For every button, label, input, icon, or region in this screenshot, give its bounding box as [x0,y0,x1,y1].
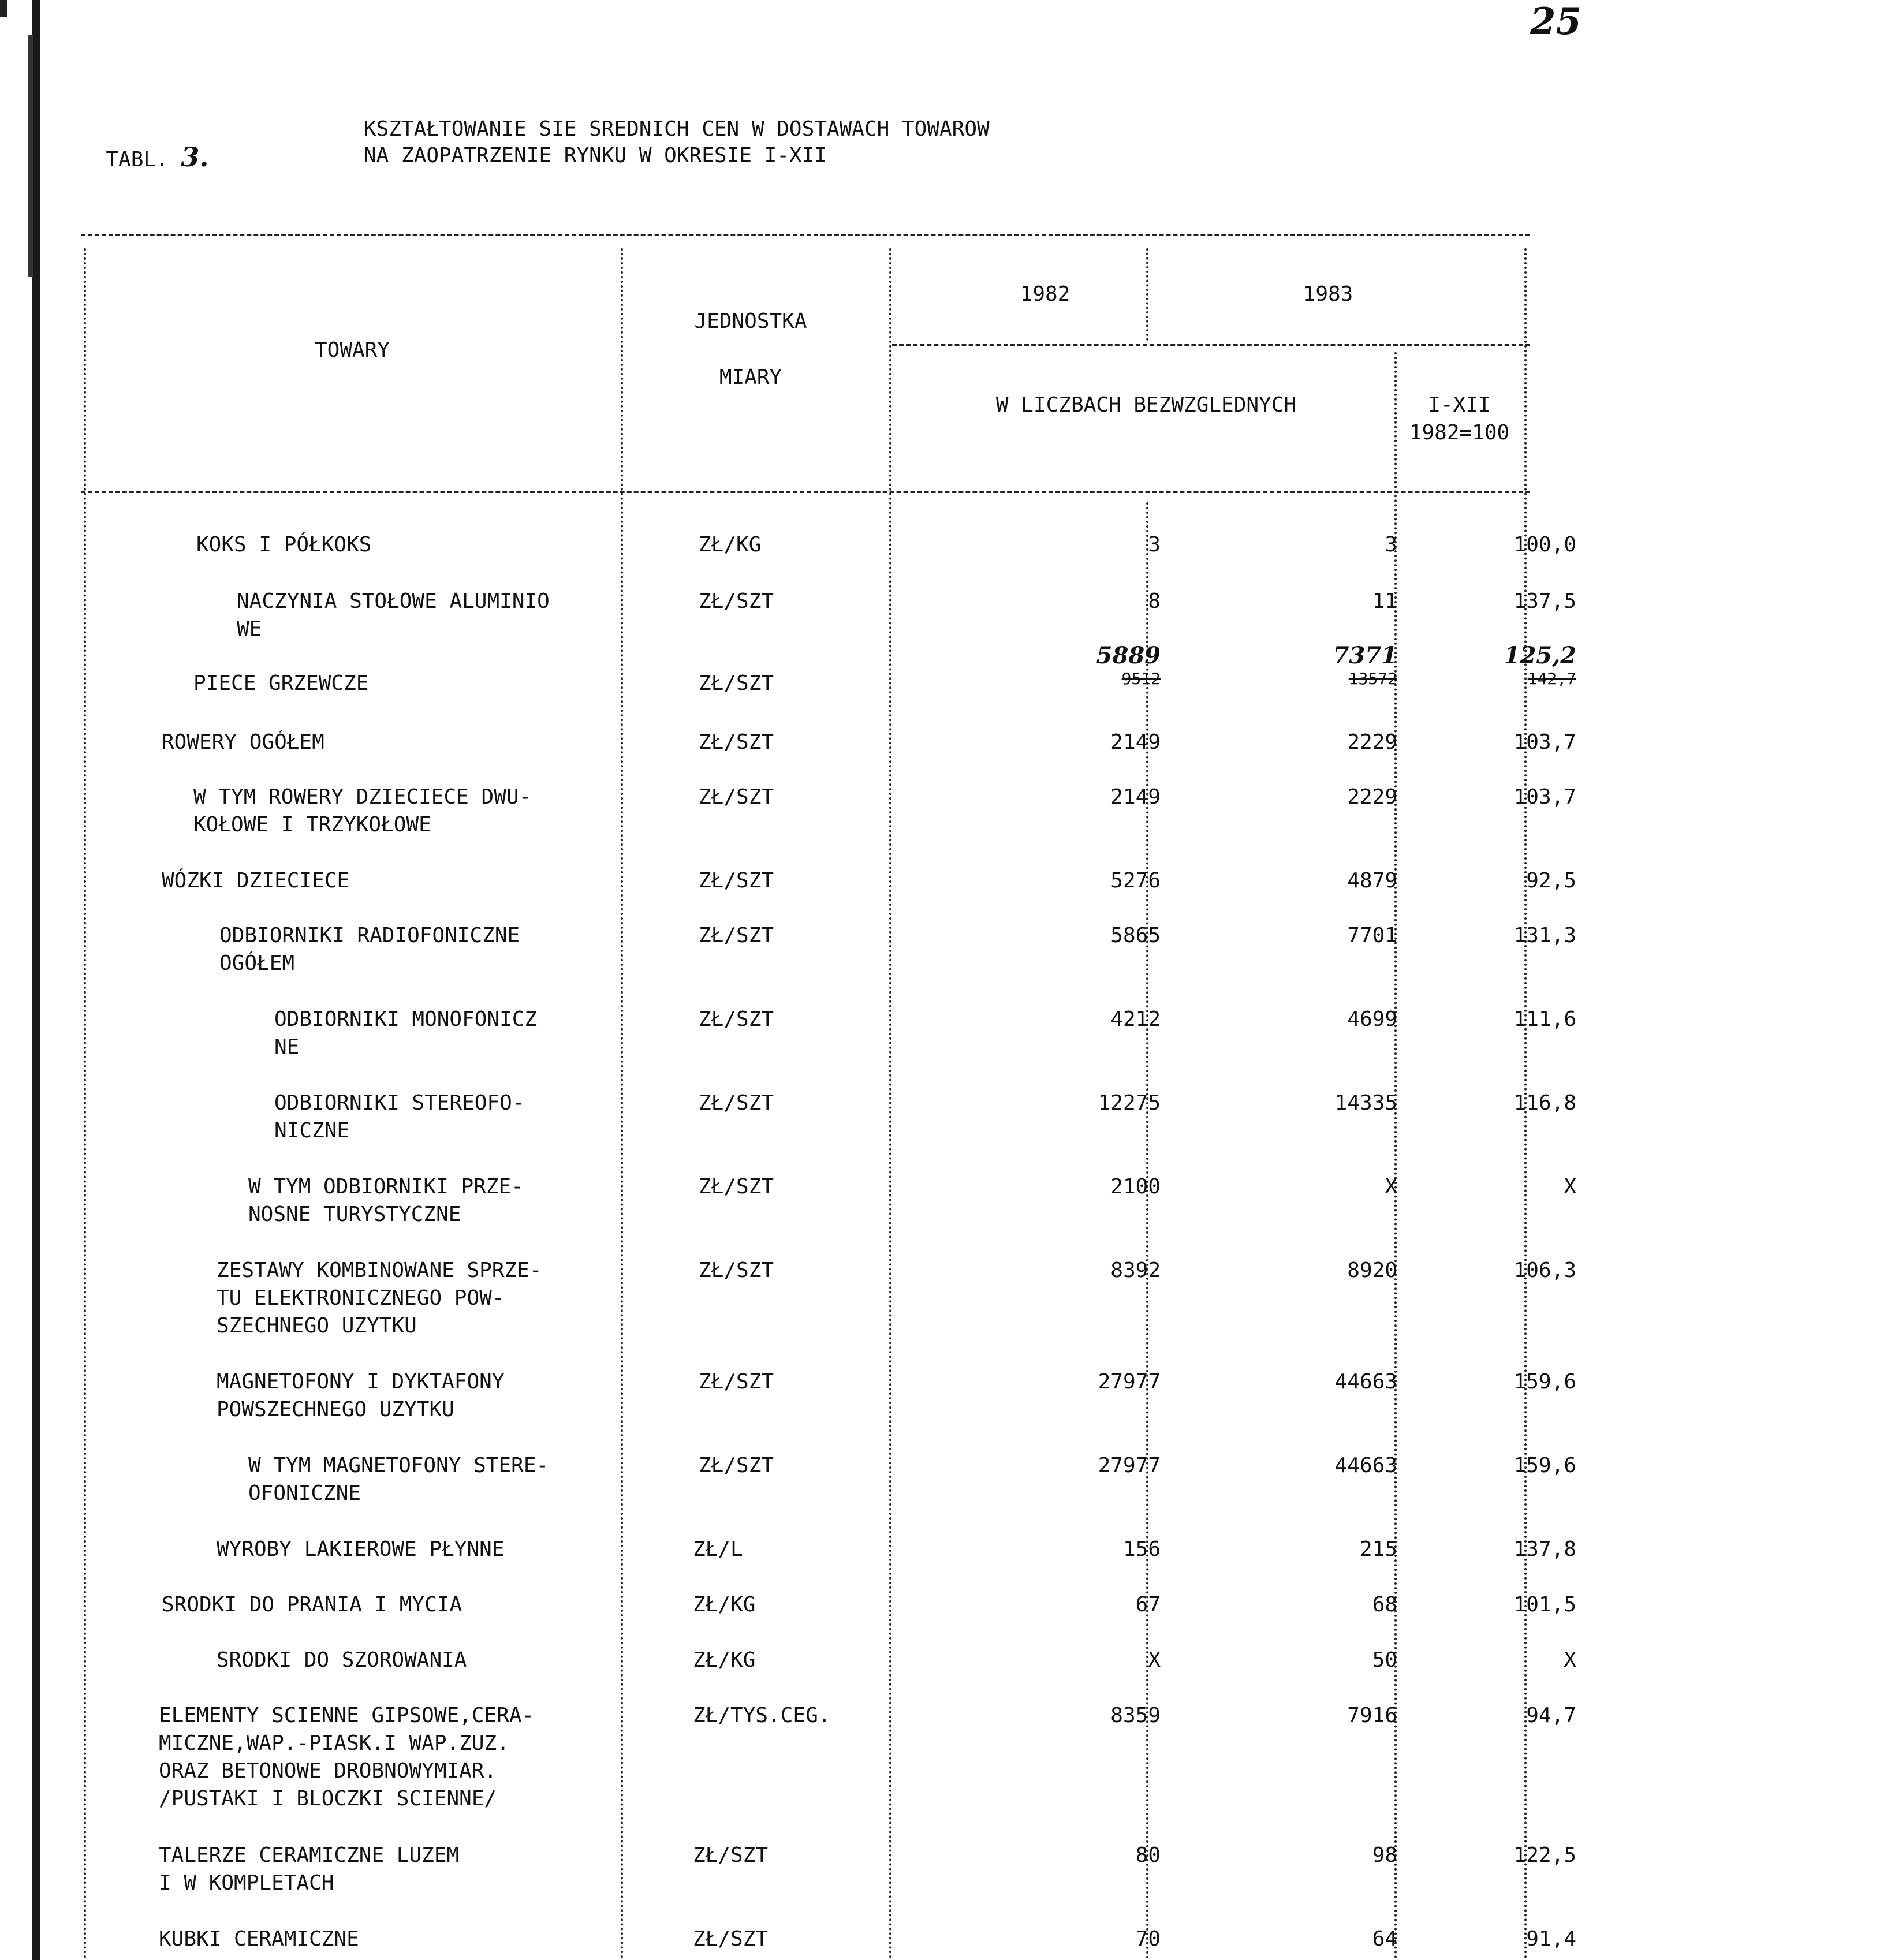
row-name: NACZYNIA STOŁOWE ALUMINIO WE [237,589,550,641]
header-jednostka: JEDNOSTKA [694,309,807,333]
handwritten-value: 5889 [1096,642,1161,669]
row-value-1983: 68 [1372,1593,1397,1616]
row-value-1982: 2100 [1110,1175,1161,1199]
row-index: 92,5 [1526,869,1576,893]
row-unit: ZŁ/SZT [699,785,774,809]
row-unit: ZŁ/SZT [699,1091,774,1115]
row-value-1982: 156 [1122,1537,1161,1561]
row-index: 111,6 [1513,1007,1576,1031]
header-year-1982: 1982 [1020,282,1070,306]
row-name: SRODKI DO SZOROWANIA [217,1648,467,1672]
header-miary: MIARY [719,365,782,389]
row-name: KUBKI CERAMICZNE [159,1927,359,1951]
row-value-1982: 27977 [1098,1454,1161,1477]
row-value-1983: 44663 [1334,1454,1397,1477]
table-label: TABL. 3. [106,141,209,173]
row-value-1983: X [1385,1175,1397,1199]
row-index: 159,6 [1513,1370,1576,1394]
top-rule [81,234,1530,236]
row-name: KOKS I PÓŁKOKS [196,533,372,557]
row-unit: ZŁ/KG [699,533,762,557]
title-line-2: NA ZAOPATRZENIE RYNKU W OKRESIE I-XII [364,144,827,167]
row-index: 137,8 [1513,1537,1576,1561]
row-unit: ZŁ/SZT [699,589,774,613]
col-sep-unit [889,248,891,1960]
row-unit: ZŁ/SZT [699,1259,774,1282]
row-index [1461,642,1576,687]
col-sep-years-header [1146,248,1148,341]
row-index: 91,4 [1526,1927,1576,1951]
row-name: ROWERY OGÓŁEM [162,730,324,754]
row-index: 100,0 [1513,533,1576,557]
row-value-1982: 8359 [1110,1704,1161,1727]
row-value-1982 [982,642,1161,687]
row-value-1983 [1230,642,1397,687]
row-unit: ZŁ/SZT [699,924,774,947]
row-index: X [1564,1648,1576,1672]
row-unit: ZŁ/KG [693,1648,756,1672]
row-index: X [1564,1175,1576,1199]
row-value-1983: 44663 [1334,1370,1397,1394]
row-unit: ZŁ/KG [693,1593,756,1616]
row-name: W TYM ODBIORNIKI PRZE- NOSNE TURYSTYCZNE [248,1175,524,1226]
row-value-1982: 2149 [1110,785,1161,809]
row-index: 101,5 [1513,1593,1576,1616]
row-value-1983: 2229 [1347,730,1397,754]
row-unit: ZŁ/SZT [693,1927,769,1951]
row-name: WÓZKI DZIECIECE [162,869,350,893]
struck-value: 9512 [1121,669,1161,688]
row-index: 137,5 [1513,589,1576,613]
row-value-1982: 3 [1148,533,1161,557]
row-value-1982: 8392 [1110,1259,1161,1282]
row-value-1983: 8920 [1347,1259,1397,1282]
row-value-1982: 12275 [1098,1091,1161,1115]
row-unit: ZŁ/SZT [699,1370,774,1394]
row-value-1983: 64 [1372,1927,1397,1951]
row-value-1983: 3 [1385,533,1397,557]
row-value-1982: 70 [1135,1927,1161,1951]
row-unit: ZŁ/SZT [699,671,774,695]
row-value-1982: 4212 [1110,1007,1161,1031]
row-index: 106,3 [1513,1259,1576,1282]
row-name: ZESTAWY KOMBINOWANE SPRZE- TU ELEKTRONICZNEGO POW- SZECHNEGO UZYTKU [217,1259,542,1338]
row-value-1982: 5865 [1110,924,1161,947]
row-index: 103,7 [1513,785,1576,809]
row-value-1983: 7701 [1347,924,1397,947]
row-value-1983: 4879 [1347,869,1397,893]
header-index-base: 1982=100 [1409,421,1510,445]
row-value-1983: 2229 [1347,785,1397,809]
row-name: W TYM MAGNETOFONY STERE- OFONICZNE [248,1454,549,1505]
scan-edge-artifact [0,0,46,1960]
row-value-1983: 11 [1372,589,1397,613]
row-index: 103,7 [1513,730,1576,754]
table-title [81,115,990,229]
handwritten-value: 7371 [1333,642,1397,669]
row-name: ODBIORNIKI MONOFONICZ NE [274,1007,538,1059]
row-index: 94,7 [1526,1704,1576,1727]
struck-value: 142,7 [1527,669,1576,688]
header-year-rule [892,344,1530,346]
struck-value: 13572 [1348,669,1397,688]
row-unit: ZŁ/SZT [693,1843,769,1867]
row-unit: ZŁ/SZT [699,1175,774,1199]
row-value-1982: 27977 [1098,1370,1161,1394]
row-value-1983: 7916 [1347,1704,1397,1727]
row-name: TALERZE CERAMICZNE LUZEM I W KOMPLETACH [159,1843,460,1895]
row-index: 159,6 [1513,1454,1576,1477]
row-unit: ZŁ/SZT [699,730,774,754]
row-unit: ZŁ/SZT [699,1007,774,1031]
page-number: 25 [1530,0,1582,43]
row-index: 131,3 [1513,924,1576,947]
row-unit: ZŁ/SZT [699,869,774,893]
col-sep-left [84,248,86,1960]
row-value-1983: 14335 [1334,1091,1397,1115]
row-value-1982: 67 [1135,1593,1161,1616]
row-value-1983: 50 [1372,1648,1397,1672]
row-value-1983: 4699 [1347,1007,1397,1031]
row-value-1982: 80 [1135,1843,1161,1867]
row-value-1982: X [1148,1648,1161,1672]
title-line-1: KSZTAŁTOWANIE SIE SREDNICH CEN W DOSTAWACH TOWAROW [364,117,990,141]
row-name: PIECE GRZEWCZE [193,671,369,695]
row-value-1982: 2149 [1110,730,1161,754]
row-value-1982: 5276 [1110,869,1161,893]
row-unit: ZŁ/L [693,1537,743,1561]
row-name: ODBIORNIKI STEREOFO- NICZNE [274,1091,525,1143]
row-name: MAGNETOFONY I DYKTAFONY POWSZECHNEGO UZYTKU [217,1370,505,1421]
header-bottom-rule [81,491,1530,493]
row-value-1983: 98 [1372,1843,1397,1867]
row-name: SRODKI DO PRANIA I MYCIA [162,1593,462,1616]
handwritten-value: 125,2 [1504,642,1576,669]
header-absolute-values: W LICZBACH BEZWZGLEDNYCH [995,393,1297,417]
row-name: WYROBY LAKIEROWE PŁYNNE [217,1537,505,1561]
header-year-1983: 1983 [1303,282,1353,306]
row-name: ELEMENTY SCIENNE GIPSOWE,CERA- MICZNE,WAP.-PIASK.I WAP.ZUZ. ORAZ BETONOWE DROBNOWYMIAR. /PUSTAKI I BLOCZKI SCIENNE/ [159,1704,535,1810]
row-name: W TYM ROWERY DZIECIECE DWU- KOŁOWE I TRZYKOŁOWE [193,785,532,837]
header-towary: TOWARY [314,338,390,362]
header-index-period: I-XII [1428,393,1491,417]
row-value-1982: 8 [1148,589,1161,613]
row-name: ODBIORNIKI RADIOFONICZNE OGÓŁEM [219,924,520,975]
row-index: 122,5 [1513,1843,1576,1867]
row-index: 116,8 [1513,1091,1576,1115]
row-unit: ZŁ/SZT [699,1454,774,1477]
row-value-1983: 215 [1359,1537,1397,1561]
col-sep-1982 [1146,502,1148,1960]
row-unit: ZŁ/TYS.CEG. [693,1704,831,1727]
